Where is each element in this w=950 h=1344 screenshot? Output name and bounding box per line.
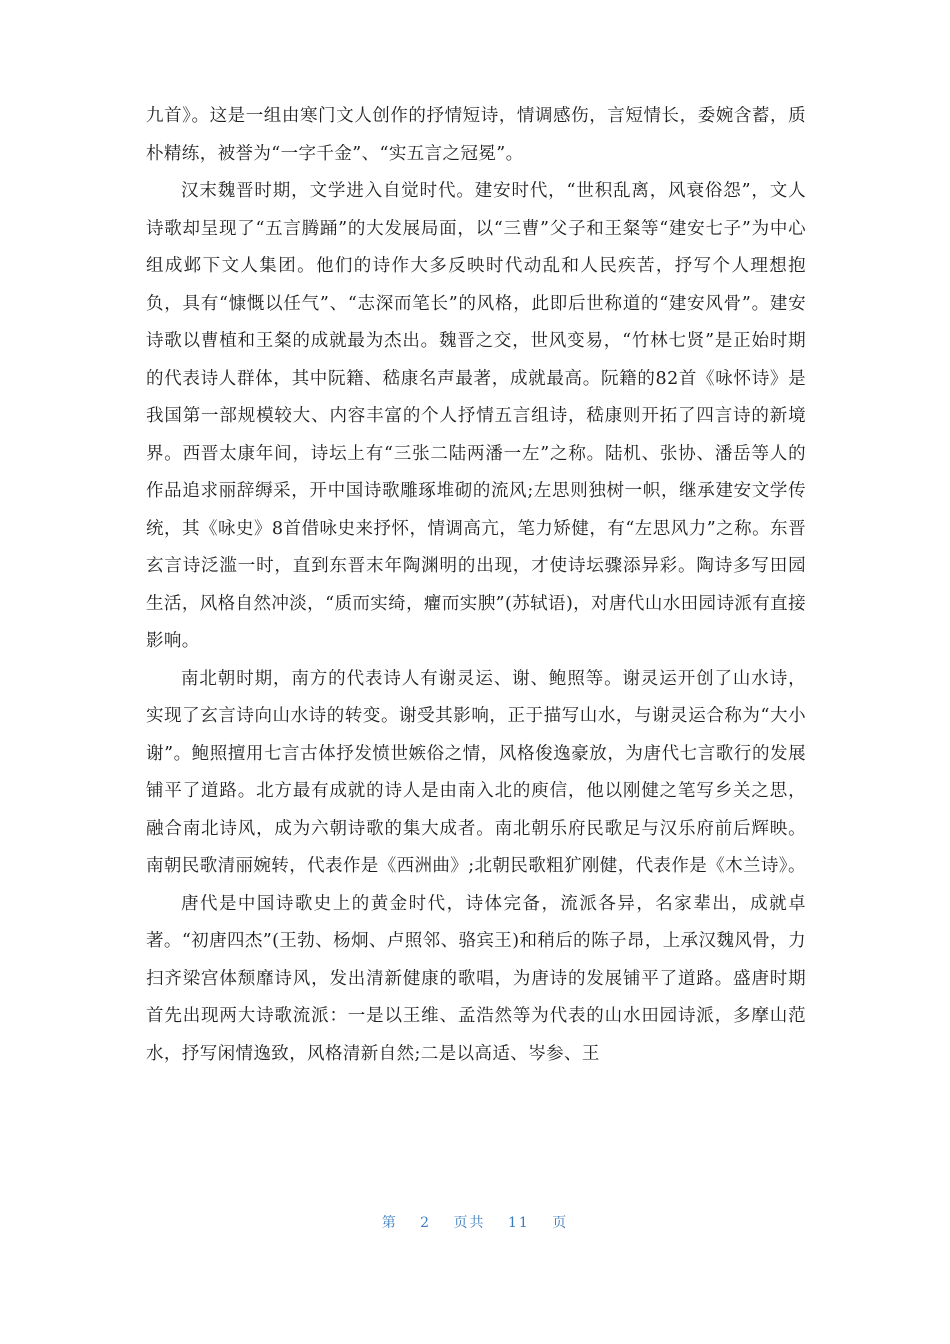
footer-total-pages: 11 bbox=[508, 1215, 530, 1231]
paragraph-1: 九首》。这是一组由寒门文人创作的抒情短诗，情调感伤，言短情长，委婉含蓄，质朴精练，被誉为“一字千金”、“实五言之冠冕”。 bbox=[146, 106, 806, 164]
footer-page-number: 2 bbox=[420, 1215, 432, 1231]
paragraph-3: 南北朝时期，南方的代表诗人有谢灵运、谢、鲍照等。谢灵运开创了山水诗，实现了玄言诗向山水诗的转变。谢受其影响，正于描写山水，与谢灵运合称为“大小谢”。鲍照擅用七言古体抒发愤世嫉俗之情，风格俊逸豪放，为唐代七言歌行的发展铺平了道路。北方最有成就的诗人是由南入北的庾信，他以刚健之笔写乡关之思，融合南北诗风，成为六朝诗歌的集大成者。南北朝乐府民歌足与汉乐府前后辉映。南朝民歌清丽婉转，代表作是《西洲曲》;北朝民歌粗犷刚健，代表作是《木兰诗》。 bbox=[146, 668, 806, 876]
paragraph-2: 汉末魏晋时期，文学进入自觉时代。建安时代，“世积乱离，风衰俗怨”，文人诗歌却呈现了“五言腾踊”的大发展局面，以“三曹”父子和王粲等“建安七子”为中心组成邺下文人集团。他们的诗作大多反映时代动乱和人民疾苦，抒写个人理想抱负，具有“慷慨以任气”、“志深而笔长”的风格，此即后世称道的“建安风骨”。建安诗歌以曹植和王粲的成就最为杰出。魏晋之交，世风变易，“竹林七贤”是正始时期的代表诗人群体，其中阮籍、嵇康名声最著，成就最高。阮籍的82首《咏怀诗》是我国第一部规模较大、内容丰富的个人抒情五言组诗，嵇康则开拓了四言诗的新境界。西晋太康年间，诗坛上有“三张二陆两潘一左”之称。陆机、张协、潘岳等人的作品追求丽辞缛采，开中国诗歌雕琢堆砌的流风;左思则独树一帜，继承建安文学传统，其《咏史》8首借咏史来抒怀，情调高亢，笔力矫健，有“左思风力”之称。东晋玄言诗泛滥一时，直到东晋末年陶渊明的出现，才使诗坛骤添异彩。陶诗多写田园生活，风格自然冲淡，“质而实绮，癯而实腴”(苏轼语)，对唐代山水田园诗派有直接影响。 bbox=[146, 181, 806, 651]
footer-prefix: 第 bbox=[381, 1215, 398, 1231]
paragraph-4: 唐代是中国诗歌史上的黄金时代，诗体完备，流派各异，名家辈出，成就卓著。“初唐四杰”(王勃、杨炯、卢照邻、骆宾王)和稍后的陈子昂，上承汉魏风骨，力扫齐梁宫体颓靡诗风，发出清新健康的歌唱，为唐诗的发展铺平了道路。盛唐时期首先出现两大诗歌流派：一是以王维、孟浩然等为代表的山水田园诗派，多摩山范水，抒写闲情逸致，风格清新自然;二是以高适、岑参、王 bbox=[146, 893, 806, 1064]
footer-middle: 页共 bbox=[453, 1215, 486, 1231]
document-body bbox=[146, 98, 806, 1073]
page-footer bbox=[0, 1212, 950, 1232]
footer-suffix: 页 bbox=[552, 1215, 569, 1231]
